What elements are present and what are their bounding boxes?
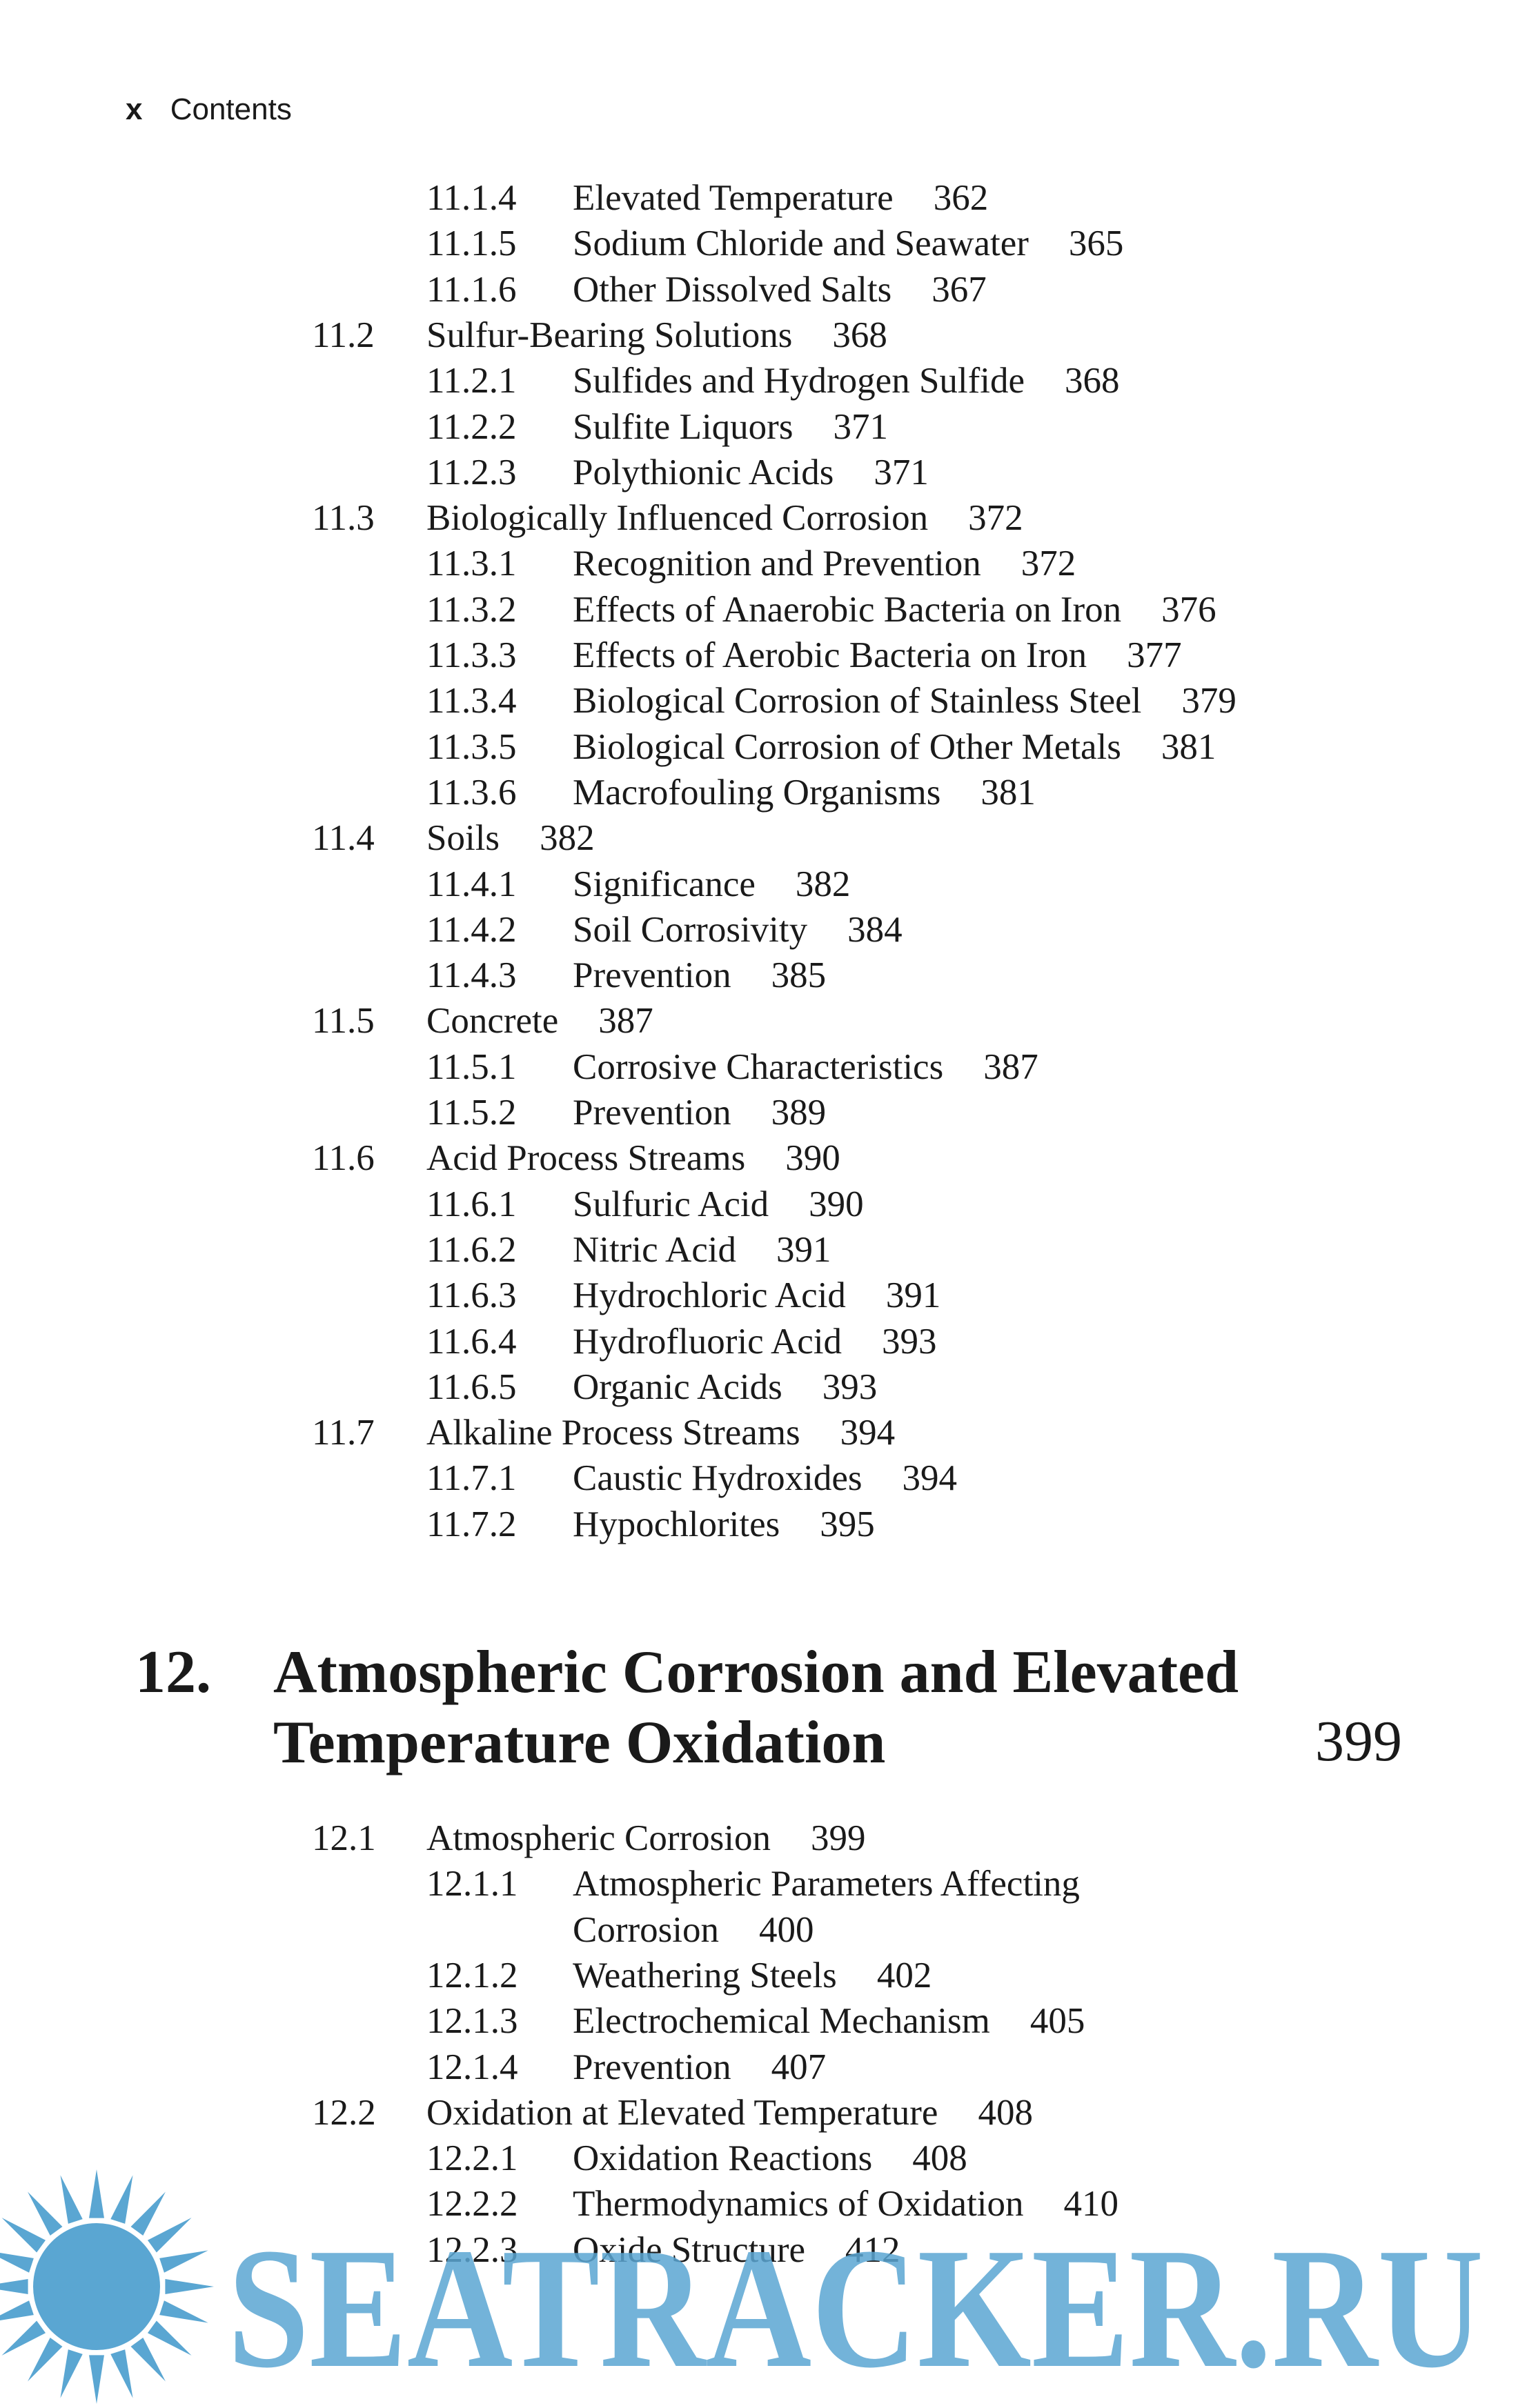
page-number: 376	[1161, 589, 1216, 630]
page-number: 389	[771, 1093, 827, 1133]
sun-ray	[159, 2300, 208, 2322]
chapter-number: 12.	[135, 1639, 211, 1706]
section-number: 11.7.2	[426, 1504, 517, 1544]
section-number: 11.7	[312, 1413, 375, 1453]
section-title: Hypochlorites	[573, 1504, 780, 1544]
section-title: Organic Acids	[573, 1366, 782, 1407]
section-number: 11.6.3	[426, 1275, 517, 1316]
sun-ray	[60, 2175, 82, 2224]
section-title: Prevention	[573, 955, 731, 996]
toc-entry	[312, 1815, 866, 1861]
toc-entry	[426, 267, 987, 312]
toc-entry	[426, 953, 826, 998]
section-title: Sulfur-Bearing Solutions	[426, 315, 793, 355]
page-number: 372	[1021, 544, 1076, 584]
toc-entry	[426, 862, 850, 907]
sun-ray	[131, 2338, 166, 2382]
sun-ray	[89, 2355, 104, 2404]
section-title: Atmospheric Parameters Affecting	[573, 1864, 1080, 1904]
section-number: 11.3.6	[426, 772, 517, 813]
section-number: 11.3.1	[426, 544, 517, 584]
section-number: 11.1.4	[426, 178, 517, 218]
page-number: 384	[847, 909, 903, 950]
section-number: 11.6.5	[426, 1366, 517, 1407]
section-title: Hydrochloric Acid	[573, 1275, 846, 1316]
page-number: 391	[776, 1229, 831, 1270]
page-number: 385	[771, 955, 827, 996]
section-number: 11.3.4	[426, 681, 517, 722]
toc-entry	[312, 2090, 1033, 2136]
section-title: Concrete	[426, 1001, 559, 1042]
section-number: 12.2.2	[426, 2184, 518, 2225]
toc-entry	[312, 495, 1023, 541]
sun-ray	[1, 2218, 46, 2252]
page-number: 394	[840, 1413, 896, 1453]
toc-entry	[426, 1953, 931, 1998]
section-title: Soils	[426, 818, 500, 859]
sun-ray	[148, 2321, 192, 2356]
sun-ray	[28, 2191, 62, 2236]
section-title: Corrosive Characteristics	[573, 1046, 944, 1087]
sun-icon	[0, 2169, 214, 2404]
toc-entry	[426, 1907, 814, 1953]
toc-entry	[312, 815, 595, 861]
section-title: Biological Corrosion of Other Metals	[573, 726, 1121, 767]
toc-entry	[426, 358, 1120, 404]
section-number: 11.2.1	[426, 361, 517, 401]
section-number: 11.3.3	[426, 635, 517, 675]
page-number: 387	[598, 1001, 653, 1042]
page-number: 390	[785, 1138, 840, 1179]
watermark-text: SEATRACKER.RU	[228, 2213, 1483, 2404]
chapter-page-number: 399	[1315, 1709, 1402, 1773]
toc-entry	[426, 907, 903, 953]
section-number: 11.4.3	[426, 955, 517, 996]
section-title: Thermodynamics of Oxidation	[573, 2184, 1024, 2225]
page-number: 372	[968, 498, 1023, 539]
sun-ray	[110, 2349, 132, 2398]
section-number: 12.2	[312, 2092, 376, 2133]
page-numeral: x	[126, 92, 143, 126]
page-number: 393	[822, 1366, 878, 1407]
section-number: 11.7.1	[426, 1458, 517, 1499]
section-title: Elevated Temperature	[573, 178, 894, 218]
section-number: 12.1	[312, 1818, 376, 1858]
section-number: 11.6.1	[426, 1184, 517, 1224]
page-number: 410	[1063, 2184, 1119, 2225]
page-number: 368	[1065, 361, 1120, 401]
page-number: 379	[1181, 681, 1236, 722]
toc-entry	[312, 1135, 840, 1181]
section-title: Oxidation at Elevated Temperature	[426, 2092, 938, 2133]
page-number: 394	[902, 1458, 958, 1499]
toc-entry	[426, 1998, 1085, 2044]
sun-ray	[0, 2279, 28, 2294]
toc-entry	[426, 450, 929, 495]
section-title: Prevention	[573, 1093, 731, 1133]
toc-entry	[426, 1364, 877, 1410]
section-title: Significance	[573, 864, 756, 904]
section-number: 12.1.4	[426, 2047, 518, 2087]
section-number: 11.5.1	[426, 1046, 517, 1087]
section-title: Hydrofluoric Acid	[573, 1321, 842, 1362]
section-number: 12.2.3	[426, 2229, 518, 2270]
section-title: Sodium Chloride and Seawater	[573, 223, 1029, 264]
sun-ray	[1, 2321, 46, 2356]
section-title: Caustic Hydroxides	[573, 1458, 862, 1499]
toc-entry	[426, 1861, 1120, 1907]
section-title: Recognition and Prevention	[573, 544, 981, 584]
page-number: 381	[1161, 726, 1216, 767]
toc-entry	[426, 1182, 864, 1227]
toc-entry	[426, 587, 1216, 633]
sun-ray	[165, 2279, 214, 2294]
section-number: 11.1.6	[426, 269, 517, 310]
section-number: 11.4.1	[426, 864, 517, 904]
section-number: 11.2.2	[426, 406, 517, 447]
section-title: Corrosion	[573, 1909, 719, 1950]
page-number: 407	[771, 2047, 827, 2087]
section-number: 11.5.2	[426, 1093, 517, 1133]
section-title: Nitric Acid	[573, 1229, 736, 1270]
toc-entry	[426, 175, 988, 221]
section-title: Sulfuric Acid	[573, 1184, 769, 1224]
section-title: Other Dissolved Salts	[573, 269, 892, 310]
section-title: Biologically Influenced Corrosion	[426, 498, 929, 539]
page-number: 381	[980, 772, 1036, 813]
toc-entry	[426, 770, 1036, 815]
section-title: Atmospheric Corrosion	[426, 1818, 771, 1858]
section-number: 11.2.3	[426, 452, 517, 492]
sun-ray	[159, 2250, 208, 2272]
toc-entry	[426, 678, 1236, 724]
section-title: Macrofouling Organisms	[573, 772, 941, 813]
section-title: Oxide Structure	[573, 2229, 806, 2270]
page-number: 408	[978, 2092, 1033, 2133]
sun-ray	[0, 2300, 34, 2322]
page-header	[126, 92, 292, 127]
page-number: 393	[882, 1321, 937, 1362]
section-number: 11.6.4	[426, 1321, 517, 1362]
page-number: 377	[1127, 635, 1182, 675]
page-number: 408	[912, 2138, 967, 2179]
section-title: Acid Process Streams	[426, 1138, 746, 1179]
page-number: 368	[832, 315, 887, 355]
section-title: Polythionic Acids	[573, 452, 834, 492]
page-number: 387	[983, 1046, 1038, 1087]
section-number: 11.3.5	[426, 726, 517, 767]
section-number: 12.1.2	[426, 1955, 518, 1996]
toc-entry	[312, 998, 653, 1044]
page-number: 395	[820, 1504, 875, 1544]
section-number: 11.4	[312, 818, 375, 859]
toc-entry	[426, 1455, 957, 1501]
sun-ray	[60, 2349, 82, 2398]
toc-entry	[312, 312, 887, 358]
page-number: 371	[874, 452, 929, 492]
page-number: 402	[876, 1955, 932, 1996]
toc-entry	[312, 1410, 895, 1455]
page-number: 367	[931, 269, 987, 310]
sun-ray	[28, 2338, 62, 2382]
section-number: 12.2.1	[426, 2138, 518, 2179]
section-title: Weathering Steels	[573, 1955, 837, 1996]
section-number: 12.1.1	[426, 1864, 518, 1904]
sun-ray	[0, 2250, 34, 2272]
sun-ray	[148, 2218, 192, 2252]
section-number: 11.1.5	[426, 223, 517, 264]
page-number: 365	[1068, 223, 1124, 264]
page-number: 382	[540, 818, 595, 859]
toc-entry	[426, 404, 888, 450]
page-number: 412	[845, 2229, 900, 2270]
section-title: Alkaline Process Streams	[426, 1413, 800, 1453]
page-number: 382	[795, 864, 851, 904]
toc-entry	[426, 724, 1216, 770]
toc-entry	[426, 633, 1182, 678]
section-number: 11.2	[312, 315, 375, 355]
section-title: Electrochemical Mechanism	[573, 2001, 990, 2042]
watermark	[0, 2166, 1518, 2408]
toc-entry	[426, 541, 1076, 586]
section-number: 12.1.3	[426, 2001, 518, 2042]
sun-ray	[131, 2191, 166, 2236]
toc-entry	[426, 2044, 826, 2090]
page-number: 390	[809, 1184, 864, 1224]
page-number: 400	[759, 1909, 814, 1950]
toc-entry	[426, 1273, 940, 1318]
section-title: Effects of Anaerobic Bacteria on Iron	[573, 589, 1122, 630]
chapter-title-line-1: Atmospheric Corrosion and Elevated	[273, 1639, 1239, 1706]
section-title: Effects of Aerobic Bacteria on Iron	[573, 635, 1087, 675]
sun-ray	[89, 2169, 104, 2218]
chapter-title-line-2: Temperature Oxidation	[273, 1709, 886, 1776]
section-number: 11.6	[312, 1138, 375, 1179]
section-title: Oxidation Reactions	[573, 2138, 873, 2179]
page-number: 399	[811, 1818, 866, 1858]
toc-entry	[426, 1502, 875, 1547]
section-number: 11.6.2	[426, 1229, 517, 1270]
page-number: 405	[1029, 2001, 1085, 2042]
toc-entry	[426, 1090, 826, 1135]
toc-entry	[426, 1319, 937, 1364]
section-number: 11.3.2	[426, 589, 517, 630]
sun-ray	[110, 2175, 132, 2224]
section-title: Prevention	[573, 2047, 731, 2087]
toc-entry	[426, 1227, 831, 1273]
section-number: 11.4.2	[426, 909, 517, 950]
running-head: Contents	[170, 92, 292, 126]
section-title: Sulfides and Hydrogen Sulfide	[573, 361, 1025, 401]
section-title: Biological Corrosion of Stainless Steel	[573, 681, 1142, 722]
page-number: 362	[933, 178, 989, 218]
page-number: 391	[885, 1275, 941, 1316]
section-title: Sulfite Liquors	[573, 406, 793, 447]
section-title: Soil Corrosivity	[573, 909, 808, 950]
page-number: 371	[833, 406, 888, 447]
toc-entry	[426, 1044, 1038, 1090]
section-number: 11.5	[312, 1001, 375, 1042]
toc-entry	[426, 221, 1123, 266]
section-number: 11.3	[312, 498, 375, 539]
